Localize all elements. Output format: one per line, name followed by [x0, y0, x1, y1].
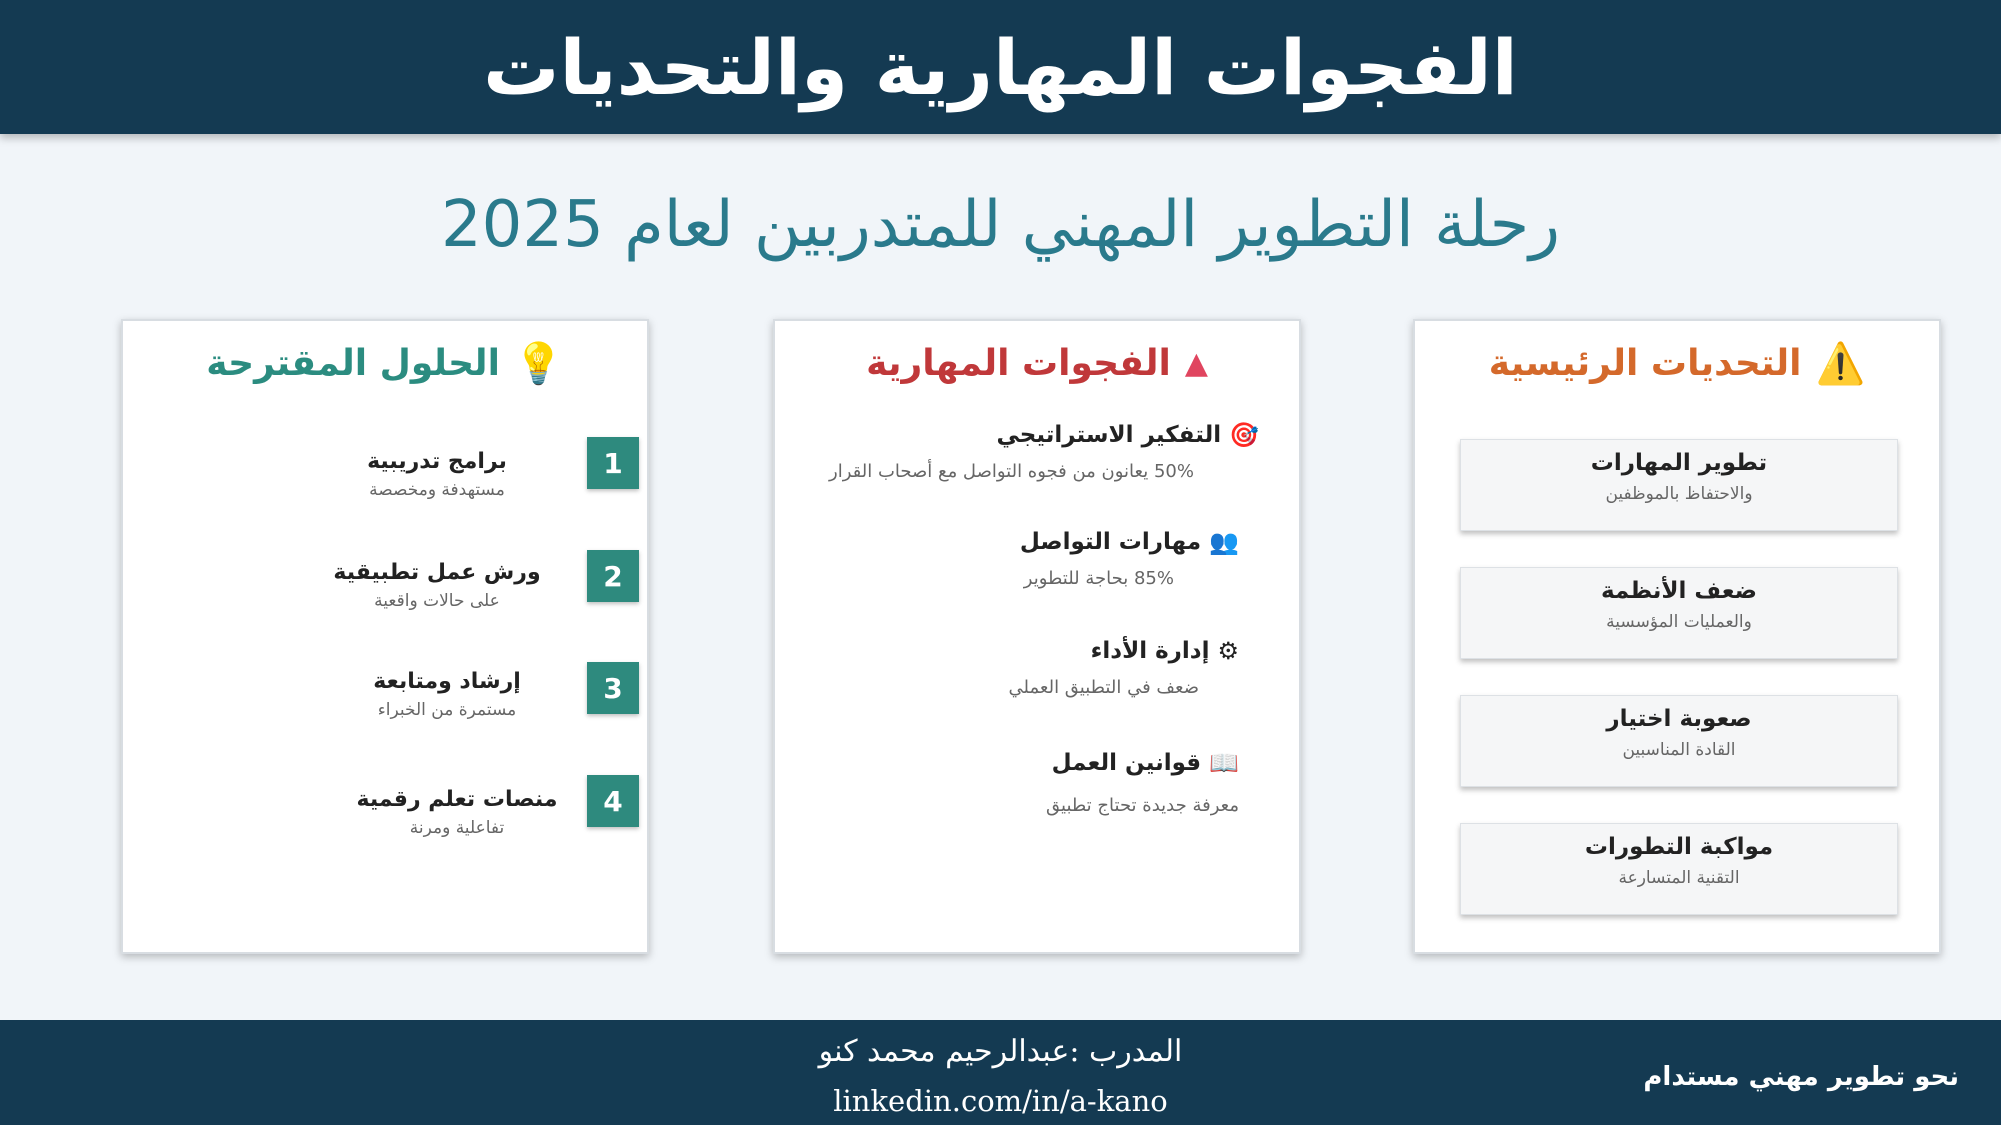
- challenges-title-text: التحديات الرئيسية: [1488, 343, 1802, 384]
- challenge-item-title: صعوبة اختيار: [1606, 706, 1752, 732]
- gap-item-sub: 85% بحاجة للتطوير: [1023, 568, 1174, 589]
- gap-item-header: [829, 637, 1259, 665]
- gap-item-header: [829, 421, 1259, 449]
- solutions-card: [121, 319, 649, 954]
- solution-item-sub: تفاعلية ومرنة: [409, 818, 505, 838]
- gaps-title-text: الفجوات المهارية: [866, 343, 1171, 384]
- solution-item: [317, 669, 577, 720]
- gap-item-header: [829, 528, 1259, 556]
- challenge-item: [1460, 439, 1898, 531]
- gap-item-sub: ضعف في التطبيق العملي: [1008, 677, 1199, 698]
- challenges-card: [1413, 319, 1941, 954]
- gap-item-sub: معرفة جديدة تحتاج تطبيق: [1046, 795, 1239, 816]
- gap-item-header: [829, 749, 1259, 777]
- challenge-item: [1460, 567, 1898, 659]
- gap-item: [829, 528, 1259, 589]
- solution-item-sub: مستهدفة ومخصصة: [369, 480, 505, 500]
- challenge-item-title: تطوير المهارات: [1590, 450, 1768, 476]
- gear-icon: ⚙: [1217, 637, 1239, 665]
- challenge-item-title: مواكبة التطورات: [1584, 834, 1774, 860]
- challenges-title: [1415, 340, 1939, 387]
- target-icon: 🎯: [1229, 421, 1259, 449]
- gap-item-title: إدارة الأداء: [1090, 638, 1210, 664]
- solutions-title-text: الحلول المقترحة: [206, 343, 500, 384]
- challenge-item-title: ضعف الأنظمة: [1600, 578, 1758, 604]
- solution-item-sub: مستمرة من الخبراء: [377, 700, 517, 720]
- footer-motto: نحو تطوير مهني مستدام: [1643, 1062, 1959, 1092]
- challenge-item-sub: والاحتفاظ بالموظفين: [1605, 484, 1753, 504]
- people-icon: 👥: [1209, 528, 1239, 556]
- challenge-item: [1460, 695, 1898, 787]
- gaps-title: [775, 343, 1299, 384]
- trainer-name: المدرب :عبدالرحيم محمد كنو: [818, 1034, 1183, 1069]
- solution-item: [307, 449, 567, 500]
- page-subtitle: رحلة التطوير المهني للمتدربين لعام 2025: [440, 188, 1561, 262]
- challenge-item-sub: والعمليات المؤسسية: [1606, 612, 1752, 632]
- footer-bar: [0, 1020, 2001, 1125]
- gap-item: [829, 749, 1259, 816]
- challenge-item-sub: القادة المناسبين: [1622, 740, 1736, 760]
- book-icon: 📖: [1209, 749, 1239, 777]
- gap-item-title: مهارات التواصل: [1019, 529, 1202, 555]
- solution-number-badge: 2: [587, 550, 639, 602]
- solution-item-title: برامج تدريبية: [367, 449, 507, 474]
- warning-icon: ⚠️: [1815, 340, 1866, 387]
- solution-item-title: منصات تعلم رقمية: [356, 787, 558, 812]
- gap-item: [829, 421, 1259, 482]
- solution-number-badge: 4: [587, 775, 639, 827]
- solution-number-badge: 3: [587, 662, 639, 714]
- gap-item-sub: 50% يعانون من فجوه التواصل مع أصحاب القرار: [829, 461, 1194, 482]
- lightbulb-icon: 💡: [513, 340, 564, 387]
- gap-item: [829, 637, 1259, 698]
- solution-item: [307, 560, 567, 611]
- gap-item-title: التفكير الاستراتيجي: [996, 422, 1222, 448]
- skill-gaps-card: [773, 319, 1301, 954]
- solution-item-sub: على حالات واقعية: [374, 591, 500, 611]
- gap-item-title: قوانين العمل: [1051, 750, 1202, 776]
- solution-item-title: ورش عمل تطبيقية: [333, 560, 541, 585]
- page-title: الفجوات المهارية والتحديات: [483, 22, 1518, 112]
- linkedin-link[interactable]: linkedin.com/in/a-kano: [833, 1084, 1168, 1118]
- red-triangle-icon: ▲: [1184, 345, 1208, 381]
- solutions-title: [123, 340, 647, 387]
- solution-number-badge: 1: [587, 437, 639, 489]
- challenge-item-sub: التقنية المتسارعة: [1618, 868, 1740, 888]
- solution-item: [327, 787, 587, 838]
- header-bar: [0, 0, 2001, 134]
- solution-item-title: إرشاد ومتابعة: [373, 669, 521, 694]
- challenge-item: [1460, 823, 1898, 915]
